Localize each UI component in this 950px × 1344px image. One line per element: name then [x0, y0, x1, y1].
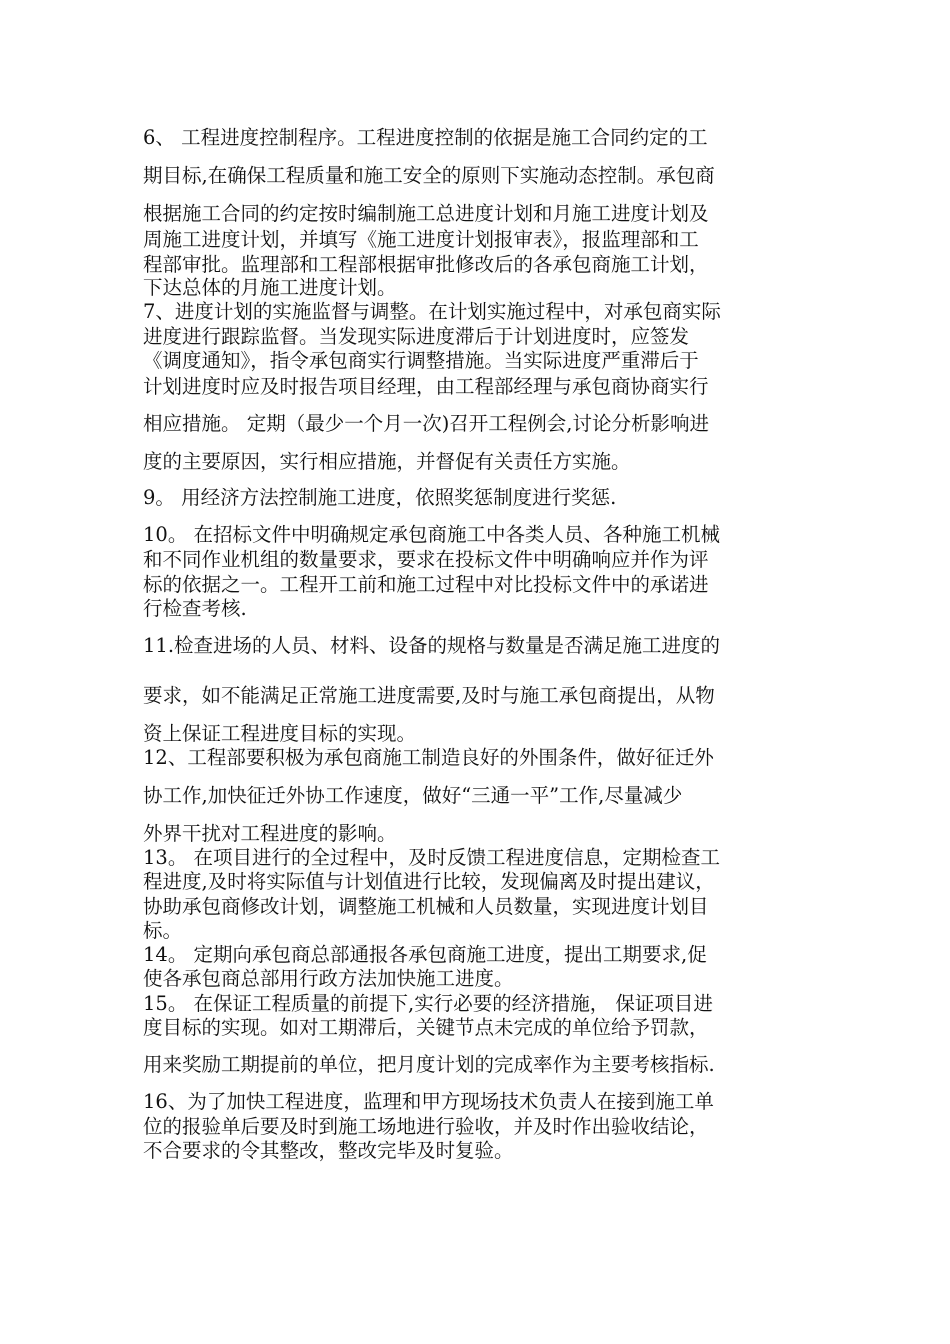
text-line-25: 程进度,及时将实际值与计划值进行比较，发现偏离及时提出建议， [143, 870, 715, 893]
text-line-21: 12、工程部要积极为承包商施工制造良好的外围条件，做好征迁外 [143, 746, 714, 769]
text-line-32: 用来奖励工期提前的单位，把月度计划的完成率作为主要考核指标. [143, 1053, 715, 1076]
text-line-3: 根据施工合同的约定按时编制施工总进度计划和月施工进度计划及 [143, 202, 709, 225]
text-line-33: 16、为了加快工程进度，监理和甲方现场技术负责人在接到施工单 [143, 1090, 714, 1113]
text-line-30: 15。 在保证工程质量的前提下,实行必要的经济措施， 保证项目进 [143, 992, 713, 1015]
text-line-10: 计划进度时应及时报告项目经理，由工程部经理与承包商协商实行 [143, 375, 709, 398]
text-line-16: 标的依据之一。工程开工前和施工过程中对比投标文件中的承诺进 [143, 573, 709, 596]
text-line-8: 进度进行跟踪监督。当发现实际进度滞后于计划进度时，应签发 [143, 325, 690, 348]
text-line-22: 协工作,加快征迁外协工作速度，做好“三通一平”工作,尽量减少 [143, 784, 683, 807]
text-line-18: 11.检查进场的人员、材料、设备的规格与数量是否满足施工进度的 [143, 634, 721, 657]
text-line-11: 相应措施。 定期（最少一个月一次)召开工程例会,讨论分析影响进 [143, 412, 710, 435]
text-line-24: 13。 在项目进行的全过程中，及时反馈工程进度信息，定期检查工 [143, 846, 721, 869]
text-line-12: 度的主要原因，实行相应措施，并督促有关责任方实施。 [143, 450, 631, 473]
text-line-34: 位的报验单后要及时到施工场地进行验收，并及时作出验收结论， [143, 1115, 709, 1138]
text-line-9: 《调度通知》，指令承包商实行调整措施。当实际进度严重滞后于 [143, 349, 699, 372]
text-line-14: 10。 在招标文件中明确规定承包商施工中各类人员、各种施工机械 [143, 523, 721, 546]
text-line-17: 行检查考核. [143, 597, 247, 620]
text-line-27: 标。 [143, 919, 183, 942]
text-line-31: 度目标的实现。如对工期滞后，关键节点未完成的单位给予罚款， [143, 1016, 709, 1039]
text-line-26: 协助承包商修改计划，调整施工机械和人员数量，实现进度计划目 [143, 895, 709, 918]
text-line-2: 期目标,在确保工程质量和施工安全的原则下实施动态控制。承包商 [143, 164, 715, 187]
text-line-6: 下达总体的月施工进度计划。 [143, 276, 397, 299]
text-line-5: 程部审批。监理部和工程部根据审批修改后的各承包商施工计划， [143, 253, 709, 276]
text-line-19: 要求，如不能满足正常施工进度需要,及时与施工承包商提出，从物 [143, 684, 715, 707]
text-line-23: 外界干扰对工程进度的影响。 [143, 822, 397, 845]
text-line-7: 7、进度计划的实施监督与调整。在计划实施过程中，对承包商实际 [143, 300, 721, 323]
text-line-1: 6、 工程进度控制程序。工程进度控制的依据是施工合同约定的工 [143, 126, 708, 149]
text-line-35: 不合要求的令其整改，整改完毕及时复验。 [143, 1139, 514, 1162]
text-line-15: 和不同作业机组的数量要求，要求在投标文件中明确响应并作为评 [143, 548, 709, 571]
text-line-20: 资上保证工程进度目标的实现。 [143, 722, 417, 745]
text-line-29: 使各承包商总部用行政方法加快施工进度。 [143, 967, 514, 990]
text-line-13: 9。 用经济方法控制施工进度，依照奖惩制度进行奖惩. [143, 486, 617, 509]
text-line-4: 周施工进度计划，并填写《施工进度计划报审表》，报监理部和工 [143, 228, 699, 251]
text-line-28: 14。 定期向承包商总部通报各承包商施工进度，提出工期要求,促 [143, 943, 707, 966]
